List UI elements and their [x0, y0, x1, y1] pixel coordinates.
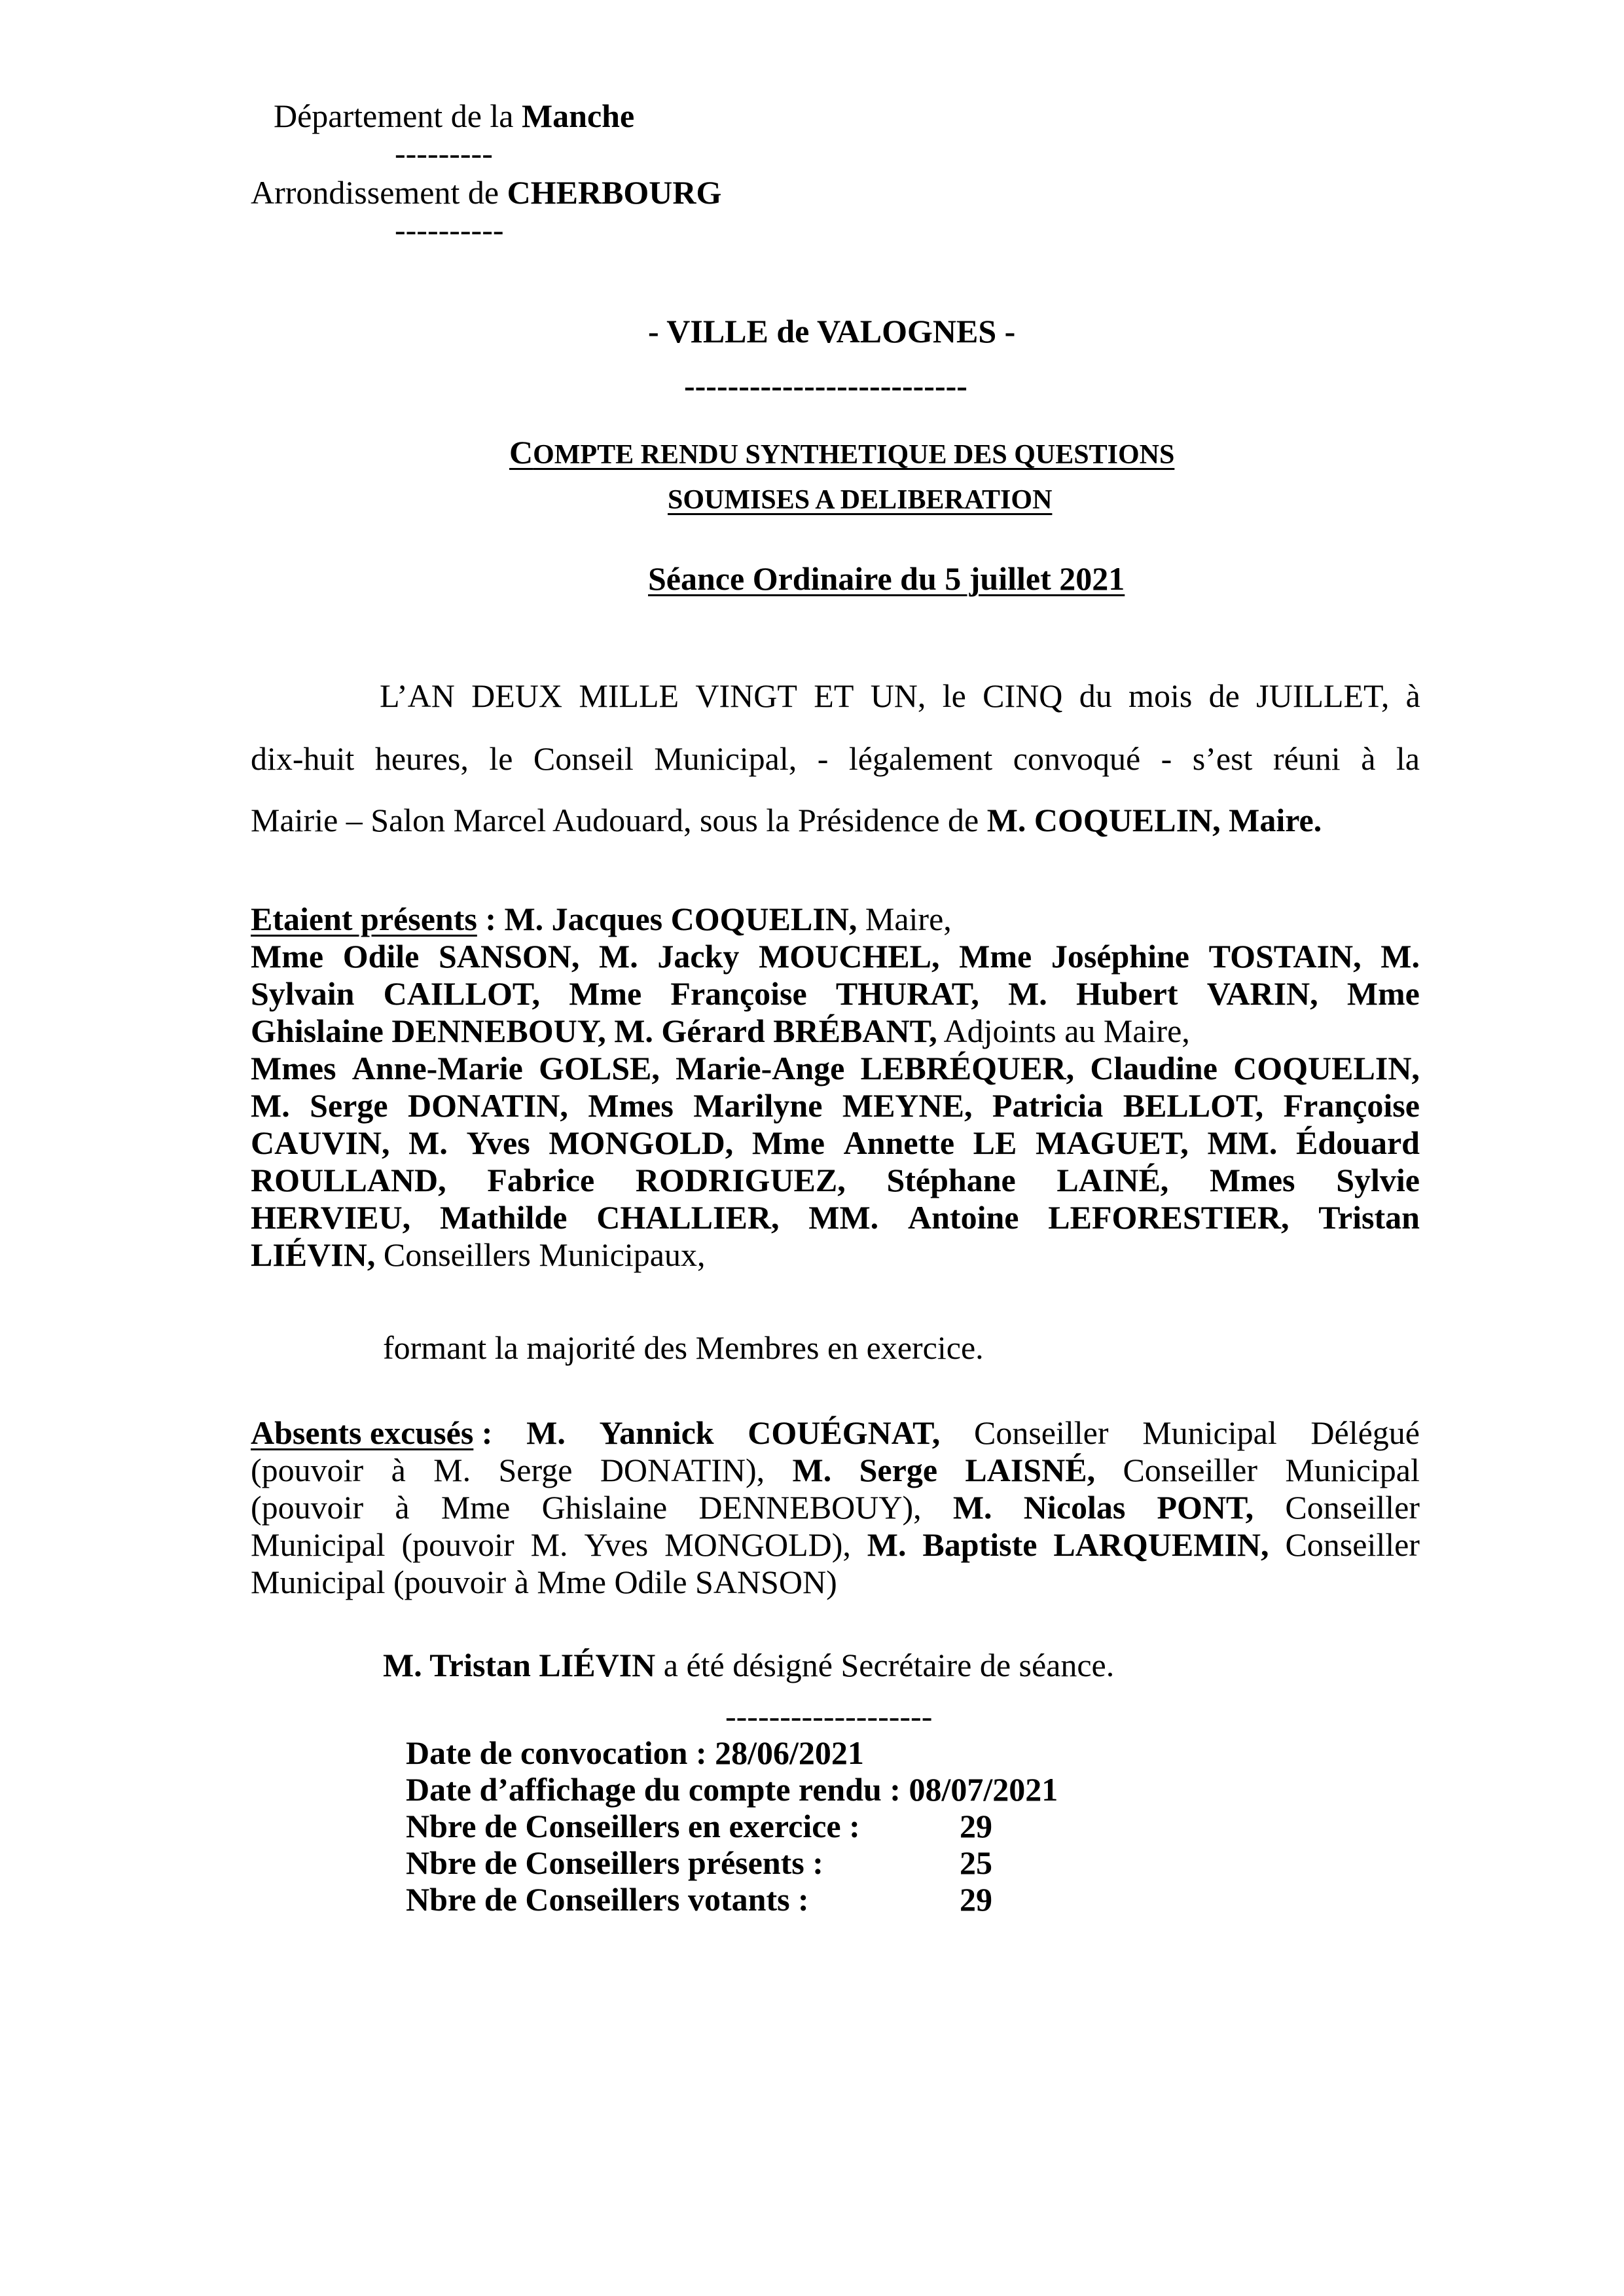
word: DONATIN,: [407, 1087, 568, 1124]
president-name: M. COQUELIN, Maire.: [986, 802, 1322, 838]
word: Mme: [751, 1124, 825, 1161]
department-prefix: Département de la: [274, 98, 522, 134]
word: Marilyne: [693, 1087, 823, 1124]
word: la: [1396, 740, 1420, 777]
councillors-line-3: [251, 1124, 1420, 1162]
stat-label: Date de convocation : 28/06/2021: [406, 1734, 864, 1771]
word: du: [1079, 677, 1112, 714]
word: LARQUEMIN,: [1053, 1526, 1269, 1563]
majority-line: formant la majorité des Membres en exercice.: [383, 1329, 984, 1366]
word: (pouvoir: [401, 1526, 514, 1563]
word: mois: [1128, 677, 1193, 714]
word: HERVIEU,: [251, 1199, 411, 1236]
word: Yves: [584, 1526, 649, 1563]
arrondissement-prefix: Arrondissement de: [251, 174, 507, 211]
councillors-line-1: [251, 1049, 1420, 1087]
word: M.: [867, 1526, 907, 1563]
word: Serge: [498, 1452, 573, 1488]
word: LAISNÉ,: [965, 1452, 1096, 1488]
word: Françoise: [1283, 1087, 1420, 1124]
stat-label: Date d’affichage du compte rendu : 08/07/2021: [406, 1771, 1058, 1808]
stat-row: [406, 1844, 1136, 1881]
word: le: [942, 677, 966, 714]
word: Yannick: [599, 1414, 714, 1451]
stat-label: Nbre de Conseillers présents :: [406, 1844, 823, 1881]
word: M.: [433, 1452, 471, 1488]
word: -: [817, 740, 829, 777]
absent-label-group: [251, 1414, 492, 1452]
word: MEYNE,: [842, 1087, 973, 1124]
word: DENNEBOUY),: [698, 1489, 922, 1526]
word: RODRIGUEZ,: [635, 1162, 846, 1198]
word: Mmes: [588, 1087, 674, 1124]
present-colon: :: [477, 901, 505, 937]
word: à: [1405, 677, 1420, 714]
stat-value: 29: [960, 1881, 992, 1918]
header-separator-1: ---------: [395, 135, 493, 171]
stat-row: [406, 1808, 1136, 1844]
word: M.: [530, 1526, 568, 1563]
secretary-text: a été désigné Secrétaire de séance.: [655, 1647, 1115, 1683]
word: Tristan: [1318, 1199, 1420, 1236]
word: Conseiller: [1285, 1489, 1420, 1526]
word: LAINÉ,: [1056, 1162, 1169, 1198]
word: Mathilde: [439, 1199, 568, 1236]
adjoints-last-names: Ghislaine DENNEBOUY, M. Gérard BRÉBANT,: [251, 1013, 937, 1049]
word: MOUCHEL,: [759, 938, 940, 975]
word: à: [1361, 740, 1376, 777]
word: LEBRÉQUER,: [860, 1050, 1075, 1086]
arrondissement-name: CHERBOURG: [507, 174, 722, 211]
word: SANSON,: [439, 938, 580, 975]
report-title-line-1: [509, 433, 1174, 471]
word: ROULLAND,: [251, 1162, 446, 1198]
intro-line-1: [380, 677, 1420, 715]
word: heures,: [374, 740, 469, 777]
word: Mme: [1346, 975, 1420, 1012]
word: COQUELIN,: [1233, 1050, 1420, 1086]
absent-colon: :: [473, 1414, 493, 1451]
word: Patricia: [992, 1087, 1104, 1124]
present-line-2: [251, 937, 1420, 975]
arrondissement-line: [251, 173, 721, 211]
word: s’est: [1192, 740, 1253, 777]
word: Annette: [843, 1124, 955, 1161]
absent-line-2: [251, 1451, 1420, 1489]
end-separator: -------------------: [725, 1698, 933, 1734]
stat-value: 25: [960, 1844, 992, 1881]
word: CHALLIER,: [596, 1199, 780, 1236]
word: THURAT,: [835, 975, 979, 1012]
absent-line-1: [251, 1414, 1420, 1452]
stat-value: [1058, 1771, 1136, 1808]
word: Mmes: [1210, 1162, 1295, 1198]
word: VARIN,: [1206, 975, 1318, 1012]
word: Municipal: [251, 1526, 386, 1563]
meeting-stats: [406, 1734, 1136, 1918]
word: M.: [952, 1489, 992, 1526]
word: Édouard: [1295, 1124, 1420, 1161]
report-title-rest: OMPTE RENDU SYNTHETIQUE DES QUESTIONS: [533, 440, 1175, 470]
stat-label: Nbre de Conseillers votants :: [406, 1881, 809, 1918]
word: Sylvie: [1336, 1162, 1420, 1198]
word: Françoise: [670, 975, 807, 1012]
word: MONGOLD),: [664, 1526, 851, 1563]
word: M.: [251, 1087, 290, 1124]
word: à: [395, 1489, 410, 1526]
councillors-line-4: [251, 1161, 1420, 1199]
mayor-role: Maire,: [857, 901, 952, 937]
intro-line-3: [251, 801, 1322, 839]
word: Yves: [466, 1124, 530, 1161]
word: M.: [526, 1414, 566, 1451]
word: DEUX: [471, 677, 563, 714]
word: UN,: [870, 677, 926, 714]
word: MILLE: [579, 677, 679, 714]
absent-line-4: [251, 1526, 1420, 1564]
councillors-line-5: [251, 1198, 1420, 1236]
councillors-last-line: [251, 1236, 705, 1274]
department-line: [274, 97, 634, 135]
word: Nicolas: [1023, 1489, 1126, 1526]
word: Baptiste: [922, 1526, 1038, 1563]
intro-line-2: [251, 740, 1420, 778]
stat-row: [406, 1771, 1136, 1808]
word: (pouvoir: [251, 1452, 364, 1488]
department-name: Manche: [521, 98, 635, 134]
stat-value: [960, 1734, 1038, 1771]
word: Stéphane: [886, 1162, 1016, 1198]
word: M.: [408, 1124, 448, 1161]
word: COUÉGNAT,: [748, 1414, 941, 1451]
word: Serge: [310, 1087, 388, 1124]
word: Jacky: [657, 938, 740, 975]
stat-row: [406, 1734, 1136, 1771]
word: L’AN: [380, 677, 455, 714]
absent-label: Absents excusés: [251, 1414, 474, 1451]
word: dix-huit: [251, 740, 355, 777]
report-title-line-2: SOUMISES A DELIBERATION: [668, 485, 1053, 515]
word: Mme: [441, 1489, 511, 1526]
word: JUILLET,: [1256, 677, 1390, 714]
absent-line-3: [251, 1488, 1420, 1526]
councillors-role: Conseillers Municipaux,: [375, 1236, 706, 1273]
stat-label: Nbre de Conseillers en exercice :: [406, 1808, 860, 1844]
stat-value: 29: [960, 1808, 992, 1844]
absent-line-5: Municipal (pouvoir à Mme Odile SANSON): [251, 1564, 837, 1600]
secretary-line: [383, 1646, 1114, 1684]
word: M.: [599, 938, 638, 975]
councillors-line-2: [251, 1086, 1420, 1124]
word: à: [391, 1452, 406, 1488]
word: Anne-Marie: [352, 1050, 523, 1086]
present-line-3: [251, 975, 1420, 1013]
word: Claudine: [1090, 1050, 1218, 1086]
present-line-4: [251, 1012, 1190, 1050]
word: GOLSE,: [539, 1050, 660, 1086]
word: Marie-Ange: [676, 1050, 845, 1086]
word: MONGOLD,: [549, 1124, 734, 1161]
city-separator: --------------------------: [684, 367, 967, 404]
session-title: Séance Ordinaire du 5 juillet 2021: [648, 560, 1125, 597]
word: MM.: [1207, 1124, 1278, 1161]
word: VINGT: [695, 677, 797, 714]
word: TOSTAIN,: [1208, 938, 1362, 975]
word: Délégué: [1310, 1414, 1420, 1451]
word: LEFORESTIER,: [1048, 1199, 1290, 1236]
present-label: Etaient présents: [251, 901, 477, 937]
word: CAUVIN,: [251, 1124, 390, 1161]
intro-line-3-text: Mairie – Salon Marcel Audouard, sous la Présidence de: [251, 802, 987, 838]
word: M.: [1008, 975, 1047, 1012]
last-councillor: LIÉVIN,: [251, 1236, 376, 1273]
word: Municipal: [1285, 1452, 1420, 1488]
present-first-line: [251, 900, 952, 938]
word: Serge: [859, 1452, 938, 1488]
mayor-name: M. Jacques COQUELIN,: [504, 901, 857, 937]
word: ET: [814, 677, 854, 714]
word: de: [1208, 677, 1240, 714]
word: Mme: [959, 938, 1032, 975]
word: Fabrice: [487, 1162, 595, 1198]
word: Conseiller: [1123, 1452, 1257, 1488]
report-title-initial: C: [509, 434, 533, 471]
word: BELLOT,: [1123, 1087, 1264, 1124]
word: convoqué: [1013, 740, 1141, 777]
word: Mme: [569, 975, 642, 1012]
word: DONATIN),: [600, 1452, 765, 1488]
word: LE: [973, 1124, 1017, 1161]
header-separator-2: ----------: [395, 211, 504, 248]
word: Mme: [251, 938, 324, 975]
word: Hubert: [1075, 975, 1178, 1012]
word: légalement: [848, 740, 993, 777]
word: -: [1161, 740, 1172, 777]
word: réuni: [1272, 740, 1341, 777]
word: M.: [1380, 938, 1420, 975]
word: MM.: [808, 1199, 879, 1236]
word: CAILLOT,: [383, 975, 540, 1012]
word: Conseiller: [1285, 1526, 1420, 1563]
word: Odile: [342, 938, 420, 975]
word: Antoine: [908, 1199, 1019, 1236]
word: Municipal: [1142, 1414, 1277, 1451]
word: Municipal,: [654, 740, 797, 777]
word: (pouvoir: [251, 1489, 364, 1526]
adjoints-role: Adjoints au Maire,: [937, 1013, 1190, 1049]
word: Conseiller: [973, 1414, 1109, 1451]
word: Sylvain: [251, 975, 355, 1012]
word: Conseil: [533, 740, 634, 777]
word: CINQ: [983, 677, 1063, 714]
word: le: [489, 740, 513, 777]
word: Mmes: [251, 1050, 336, 1086]
secretary-name: M. Tristan LIÉVIN: [383, 1647, 656, 1683]
word: PONT,: [1157, 1489, 1254, 1526]
word: MAGUET,: [1036, 1124, 1189, 1161]
word: M.: [792, 1452, 832, 1488]
word: Ghislaine: [541, 1489, 668, 1526]
stat-row: [406, 1881, 1136, 1918]
word: Joséphine: [1051, 938, 1189, 975]
city-title: - VILLE de VALOGNES -: [648, 313, 1016, 350]
